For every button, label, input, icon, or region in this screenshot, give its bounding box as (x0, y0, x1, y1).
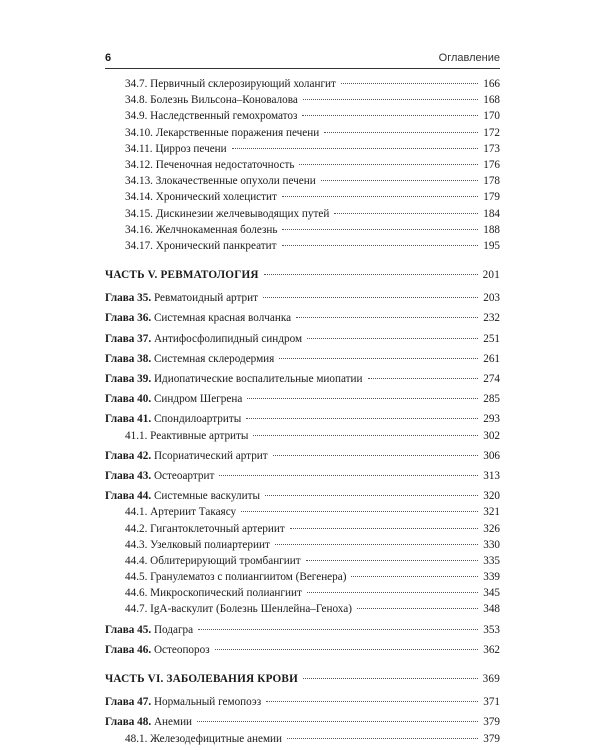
part-heading[interactable] (105, 671, 500, 687)
dot-leader (198, 629, 478, 630)
page-ref: 184 (483, 207, 500, 220)
toc-subentry[interactable] (105, 585, 500, 601)
chapter-title: Идиопатические воспалительные миопатии (153, 373, 363, 385)
dot-leader (247, 398, 478, 399)
page-ref: 173 (483, 142, 500, 155)
toc-subentry[interactable] (105, 537, 500, 553)
chapter-label: Глава 38. (105, 352, 152, 365)
toc-subentry[interactable] (105, 76, 500, 92)
chapter-entry-title (105, 351, 277, 367)
dot-leader (307, 338, 478, 339)
toc-subentry-title (125, 141, 230, 157)
table-of-contents (105, 76, 500, 747)
entry-title: 34.13. Злокачественные опухоли печени (125, 175, 316, 188)
toc-subentry[interactable] (105, 173, 500, 189)
chapter-label: Глава 42. (105, 449, 152, 462)
chapter-entry[interactable] (105, 488, 500, 504)
chapter-entry[interactable] (105, 371, 500, 387)
entry-title: 34.7. Первичный склерозирующий холангит (125, 78, 336, 90)
toc-subentry-title (125, 428, 251, 444)
chapter-label: Глава 44. (105, 490, 152, 503)
page-ref: 261 (483, 352, 500, 365)
chapter-label: Глава 48. (105, 716, 152, 729)
toc-subentry[interactable] (105, 504, 500, 520)
dot-leader (334, 213, 478, 214)
chapter-entry-title (105, 694, 264, 710)
page-ref: 251 (483, 332, 500, 345)
entry-title: 34.14. Хронический холецистит (125, 191, 277, 204)
dot-leader (282, 245, 479, 246)
entry-title: 34.17. Хронический панкреатит (125, 239, 277, 252)
chapter-entry[interactable] (105, 622, 500, 638)
part-title: ЧАСТЬ VI. ЗАБОЛЕВАНИЯ КРОВИ (105, 673, 299, 685)
dot-leader (266, 701, 478, 702)
chapter-entry[interactable] (105, 290, 500, 306)
page-ref: 170 (483, 110, 500, 123)
toc-subentry-title (125, 504, 239, 520)
chapter-entry-title (105, 488, 263, 504)
chapter-title: Системная красная волчанка (153, 312, 292, 325)
entry-title: 48.1. Железодефицитные анемии (125, 732, 283, 745)
dot-leader (341, 83, 478, 84)
toc-subentry-title (125, 731, 285, 747)
page-ref: 285 (483, 393, 500, 406)
page-ref: 166 (483, 78, 500, 90)
chapter-title: Системная склеродермия (153, 352, 275, 365)
toc-subentry[interactable] (105, 92, 500, 108)
page-ref: 339 (483, 571, 500, 584)
toc-subentry-title (125, 537, 273, 553)
chapter-entry-title (105, 622, 196, 638)
entry-title: 44.4. Облитерирующий тромбангиит (125, 554, 301, 567)
header-rule (105, 68, 500, 69)
entry-title: 34.9. Наследственный гемохроматоз (125, 110, 298, 123)
chapter-title: Спондилоартриты (153, 413, 242, 426)
page-ref: 302 (483, 429, 500, 442)
page-ref: 320 (483, 490, 500, 503)
chapter-label: Глава 47. (105, 696, 152, 709)
part-heading[interactable] (105, 267, 500, 283)
dot-leader (368, 378, 479, 379)
dot-leader (246, 418, 478, 419)
toc-subentry-title (125, 76, 339, 92)
dot-leader (263, 297, 478, 298)
dot-leader (279, 358, 478, 359)
chapter-title: Остеоартрит (153, 469, 215, 482)
dot-leader (306, 560, 479, 561)
entry-title: 34.15. Дискинезии желчевыводящих путей (125, 207, 330, 220)
toc-subentry-title (125, 92, 301, 108)
dot-leader (282, 229, 478, 230)
chapter-entry[interactable] (105, 391, 500, 407)
chapter-label: Глава 41. (105, 413, 152, 426)
page-ref: 274 (483, 373, 500, 385)
entry-title: 41.1. Реактивные артриты (125, 429, 249, 442)
toc-subentry-title (125, 108, 300, 124)
toc-subentry[interactable] (105, 553, 500, 569)
entry-title: 44.6. Микроскопический полиангиит (125, 587, 302, 600)
chapter-label: Глава 39. (105, 373, 152, 385)
toc-subentry-title (125, 238, 280, 254)
toc-subentry-title (125, 206, 332, 222)
page-ref: 195 (483, 239, 500, 252)
entry-title: 44.2. Гигантоклеточный артериит (125, 522, 285, 535)
page-ref: 313 (483, 469, 500, 482)
page-ref: 203 (483, 292, 500, 305)
toc-subentry[interactable] (105, 189, 500, 205)
chapter-label: Глава 40. (105, 393, 152, 406)
chapter-label: Глава 46. (105, 643, 152, 656)
dot-leader (241, 511, 478, 512)
toc-subentry-title (125, 125, 322, 141)
toc-subentry-title (125, 222, 280, 238)
dot-leader (273, 455, 479, 456)
dot-leader (299, 164, 478, 165)
entry-title: 34.10. Лекарственные поражения печени (125, 126, 320, 139)
dot-leader (265, 495, 478, 496)
chapter-entry-title (105, 468, 217, 484)
chapter-entry-title (105, 310, 294, 326)
part-heading-title (105, 671, 301, 687)
chapter-entry[interactable] (105, 714, 500, 730)
page-ref: 232 (483, 312, 500, 325)
entry-title: 34.12. Печеночная недостаточность (125, 158, 295, 171)
chapter-entry[interactable] (105, 351, 500, 367)
entry-title: 34.8. Болезнь Вильсона–Коновалова (125, 94, 298, 107)
chapter-title: Антифосфолипидный синдром (153, 332, 303, 345)
toc-subentry[interactable] (105, 428, 500, 444)
page-number: 6 (105, 52, 112, 64)
page-ref: 306 (483, 449, 500, 462)
chapter-label: Глава 37. (105, 332, 152, 345)
toc-subentry-title (125, 553, 304, 569)
page-ref: 362 (483, 643, 500, 656)
chapter-entry[interactable] (105, 642, 500, 658)
page-ref: 369 (482, 673, 500, 685)
chapter-entry-title (105, 331, 305, 347)
toc-subentry[interactable] (105, 601, 500, 617)
page-ref: 379 (483, 716, 500, 729)
page-ref: 293 (483, 413, 500, 426)
dot-leader (351, 576, 478, 577)
dot-leader (357, 608, 478, 609)
dot-leader (307, 592, 478, 593)
page-ref: 179 (483, 191, 500, 204)
chapter-title: Псориатический артрит (153, 449, 268, 462)
toc-subentry[interactable] (105, 238, 500, 254)
chapter-entry-title (105, 371, 366, 387)
page-header (105, 52, 500, 66)
dot-leader (275, 544, 478, 545)
chapter-title: Остеопороз (153, 643, 210, 656)
chapter-label: Глава 36. (105, 312, 152, 325)
page-ref: 321 (483, 506, 500, 519)
entry-title: 44.3. Узелковый полиартериит (125, 538, 270, 551)
dot-leader (264, 274, 478, 275)
toc-subentry[interactable] (105, 157, 500, 173)
part-heading-title (105, 267, 262, 283)
toc-subentry[interactable] (105, 125, 500, 141)
chapter-title: Ревматоидный артрит (153, 292, 258, 305)
toc-subentry-title (125, 569, 349, 585)
toc-subentry[interactable] (105, 141, 500, 157)
page-ref: 335 (483, 554, 500, 567)
chapter-entry-title (105, 411, 244, 427)
page-ref: 345 (483, 587, 500, 600)
chapter-title: Нормальный гемопоэз (153, 696, 262, 709)
page-ref: 371 (483, 696, 500, 709)
chapter-title: Анемии (153, 716, 193, 729)
toc-subentry[interactable] (105, 731, 500, 747)
page-ref: 201 (482, 269, 500, 282)
entry-title: 44.7. IgA-васкулит (Болезнь Шенлейна–Геноха) (125, 603, 352, 616)
toc-subentry-title (125, 521, 288, 537)
toc-subentry-title (125, 189, 280, 205)
page-ref: 176 (483, 158, 500, 171)
dot-leader (253, 435, 478, 436)
chapter-entry-title (105, 448, 271, 464)
toc-subentry[interactable] (105, 569, 500, 585)
toc-subentry-title (125, 173, 319, 189)
dot-leader (296, 317, 478, 318)
page-ref: 348 (483, 603, 500, 616)
chapter-entry[interactable] (105, 331, 500, 347)
toc-subentry-title (125, 601, 355, 617)
page-ref: 330 (483, 538, 500, 551)
toc-subentry-title (125, 157, 297, 173)
toc-subentry[interactable] (105, 108, 500, 124)
entry-title: 44.1. Артериит Такаясу (125, 506, 237, 519)
chapter-entry[interactable] (105, 468, 500, 484)
toc-subentry[interactable] (105, 222, 500, 238)
dot-leader (324, 132, 478, 133)
chapter-entry[interactable] (105, 310, 500, 326)
toc-subentry[interactable] (105, 206, 500, 222)
dot-leader (215, 649, 479, 650)
chapter-entry-title (105, 290, 261, 306)
chapter-entry-title (105, 714, 195, 730)
chapter-entry[interactable] (105, 411, 500, 427)
dot-leader (219, 475, 478, 476)
running-title: Оглавление (438, 52, 500, 64)
toc-subentry-title (125, 585, 305, 601)
chapter-entry-title (105, 642, 213, 658)
chapter-entry[interactable] (105, 694, 500, 710)
entry-title: 44.5. Гранулематоз с полиангиитом (Вегенера) (125, 571, 347, 584)
chapter-label: Глава 45. (105, 623, 152, 636)
dot-leader (197, 721, 478, 722)
chapter-label: Глава 35. (105, 292, 152, 305)
page-ref: 168 (483, 94, 500, 107)
page-ref: 178 (483, 175, 500, 188)
toc-subentry[interactable] (105, 521, 500, 537)
dot-leader (321, 180, 478, 181)
chapter-title: Синдром Шегрена (153, 393, 243, 406)
dot-leader (282, 196, 478, 197)
dot-leader (302, 115, 478, 116)
dot-leader (303, 99, 478, 100)
chapter-title: Подагра (153, 623, 194, 636)
entry-title: 34.16. Желчнокаменная болезнь (125, 223, 278, 236)
chapter-entry[interactable] (105, 448, 500, 464)
part-title: ЧАСТЬ V. РЕВМАТОЛОГИЯ (105, 269, 259, 282)
dot-leader (303, 678, 478, 679)
dot-leader (290, 528, 478, 529)
dot-leader (287, 738, 478, 739)
page-ref: 326 (483, 522, 500, 535)
page-ref: 379 (483, 732, 500, 745)
entry-title: 34.11. Цирроз печени (125, 142, 227, 155)
page-ref: 353 (483, 623, 500, 636)
dot-leader (232, 148, 479, 149)
chapter-entry-title (105, 391, 245, 407)
chapter-title: Системные васкулиты (153, 490, 260, 503)
chapter-label: Глава 43. (105, 469, 152, 482)
page-ref: 188 (483, 223, 500, 236)
page-ref: 172 (483, 126, 500, 139)
